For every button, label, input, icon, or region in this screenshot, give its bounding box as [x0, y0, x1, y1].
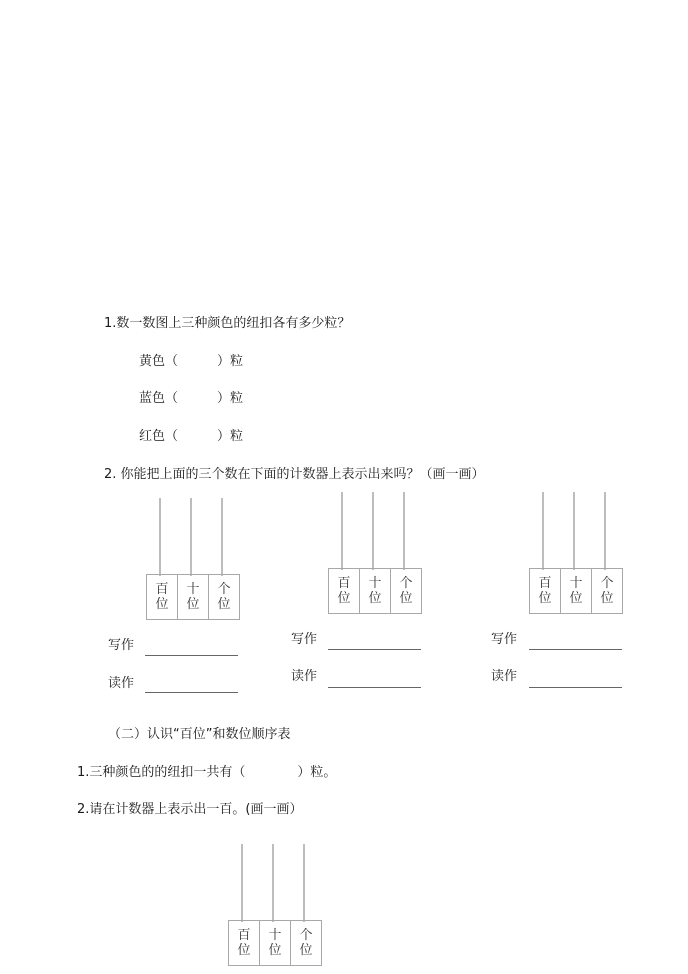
tens-cell: 十 位: [561, 569, 592, 613]
tens-rod: [272, 844, 274, 922]
hundreds-cell: 百 位: [229, 921, 260, 965]
read-blank-3[interactable]: [529, 687, 622, 688]
tens-cell: 十 位: [360, 569, 391, 613]
tens-rod: [573, 492, 575, 570]
tens-cell: 十 位: [260, 921, 291, 965]
read-label-3: 读作: [491, 669, 518, 684]
ones-cell: 个 位: [217, 582, 231, 612]
abacus-2: [328, 492, 422, 622]
read-blank-1[interactable]: [145, 692, 238, 693]
question-1: 1.数一数图上三种颜色的纽扣各有多少粒？: [104, 316, 351, 331]
read-blank-2[interactable]: [328, 687, 421, 688]
hundreds-rod: [542, 492, 544, 570]
ones-rod: [303, 844, 305, 922]
abacus-1: [146, 498, 240, 628]
blue-count: 蓝色（ ）粒: [139, 391, 244, 406]
ones-cell: 个 位: [600, 576, 614, 606]
hundreds-rod: [159, 498, 161, 576]
tens-rod: [190, 498, 192, 576]
question-2: 2. 你能把上面的三个数在下面的计数器上表示出来吗？（画一画）: [104, 467, 485, 482]
place-value-box: [328, 568, 422, 614]
section-2-question-2: 2.请在计数器上表示出一百。(画一画）: [77, 802, 303, 817]
abacus-3: [529, 492, 623, 622]
write-blank-2[interactable]: [328, 649, 421, 650]
read-label-2: 读作: [291, 669, 318, 684]
tens-rod: [372, 492, 374, 570]
ones-rod: [221, 498, 223, 576]
yellow-count: 黄色（ ）粒: [139, 354, 244, 369]
hundreds-cell: 百 位: [530, 569, 561, 613]
ones-cell: 个 位: [299, 928, 313, 958]
write-label-2: 写作: [291, 632, 318, 647]
place-value-box: [228, 920, 322, 966]
red-count: 红色（ ）粒: [139, 429, 244, 444]
write-label-3: 写作: [491, 632, 518, 647]
hundreds-rod: [341, 492, 343, 570]
ones-rod: [403, 492, 405, 570]
write-blank-1[interactable]: [145, 655, 238, 656]
place-value-box: [146, 574, 240, 620]
section-2-title: （二）认识“百位”和数位顺序表: [108, 727, 291, 742]
hundreds-cell: 百 位: [147, 575, 178, 619]
hundreds-cell: 百 位: [329, 569, 360, 613]
ones-cell: 个 位: [399, 576, 413, 606]
tens-cell: 十 位: [178, 575, 209, 619]
ones-rod: [604, 492, 606, 570]
abacus-4: [228, 844, 322, 974]
hundreds-rod: [241, 844, 243, 922]
write-label-1: 写作: [108, 638, 135, 653]
place-value-box: [529, 568, 623, 614]
read-label-1: 读作: [108, 676, 135, 691]
write-blank-3[interactable]: [529, 649, 622, 650]
section-2-question-1: 1.三种颜色的的纽扣一共有（ ）粒。: [77, 765, 337, 780]
